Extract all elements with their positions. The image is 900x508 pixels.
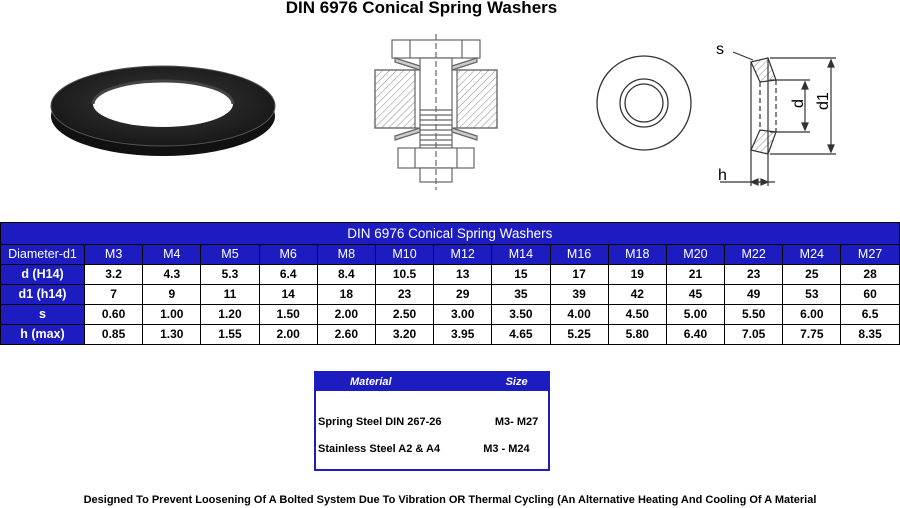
table-cell: 1.20	[201, 305, 259, 325]
washer-top-view	[597, 56, 691, 150]
material-header: Material	[315, 372, 481, 391]
table-cell: 2.50	[375, 305, 433, 325]
material-row	[315, 391, 549, 439]
table-cell: 23	[375, 285, 433, 305]
washer-photo	[51, 66, 275, 156]
size-header: M22	[725, 245, 783, 265]
table-row	[1, 305, 900, 325]
table-cell: 45	[666, 285, 724, 305]
specification-table	[0, 222, 900, 345]
row-label: h (max)	[1, 325, 85, 345]
table-cell: 4.3	[143, 265, 201, 285]
material-table	[314, 371, 550, 471]
table-caption-row	[1, 223, 900, 245]
table-cell: 25	[783, 265, 841, 285]
table-cell: 3.20	[375, 325, 433, 345]
material-row	[315, 439, 549, 470]
table-cell: 23	[725, 265, 783, 285]
table-cell: 18	[317, 285, 375, 305]
table-row	[1, 265, 900, 285]
table-cell: 4.50	[608, 305, 666, 325]
table-cell: 6.00	[783, 305, 841, 325]
row-label: s	[1, 305, 85, 325]
table-cell: 7	[85, 285, 143, 305]
table-cell: 19	[608, 265, 666, 285]
table-cell: 2.00	[317, 305, 375, 325]
table-cell: 7.75	[783, 325, 841, 345]
size-header: M10	[375, 245, 433, 265]
table-cell: 8.35	[841, 325, 899, 345]
size-header: M6	[259, 245, 317, 265]
table-cell: 5.25	[550, 325, 608, 345]
table-caption: DIN 6976 Conical Spring Washers	[1, 223, 900, 245]
illustrations	[0, 0, 900, 200]
table-cell: 3.00	[434, 305, 492, 325]
table-cell: 60	[841, 285, 899, 305]
table-cell: 4.00	[550, 305, 608, 325]
size-header: M5	[201, 245, 259, 265]
table-cell: 9	[143, 285, 201, 305]
size-header: M8	[317, 245, 375, 265]
table-cell: 0.85	[85, 325, 143, 345]
size-header: M12	[434, 245, 492, 265]
table-cell: 29	[434, 285, 492, 305]
table-cell: 1.30	[143, 325, 201, 345]
table-cell: 2.00	[259, 325, 317, 345]
material-name: Stainless Steel A2 & A4	[318, 443, 441, 455]
table-cell: 21	[666, 265, 724, 285]
dimension-label-d: d	[790, 99, 807, 108]
row-label: d1 (h14)	[1, 285, 85, 305]
material-header-row	[315, 372, 549, 391]
table-cell: 6.5	[841, 305, 899, 325]
table-cell: 13	[434, 265, 492, 285]
table-cell: 7.05	[725, 325, 783, 345]
table-row	[1, 325, 900, 345]
header-label: Diameter-d1	[1, 245, 85, 265]
material-name: Spring Steel DIN 267-26	[318, 416, 442, 428]
table-cell: 2.60	[317, 325, 375, 345]
table-cell: 28	[841, 265, 899, 285]
table-cell: 6.4	[259, 265, 317, 285]
size-header: M27	[841, 245, 899, 265]
spec-rows	[1, 265, 900, 345]
table-cell: 15	[492, 265, 550, 285]
material-size: M3 - M24	[483, 443, 530, 455]
table-cell: 5.50	[725, 305, 783, 325]
dimension-label-d1: d1	[815, 92, 832, 110]
size-header: M20	[666, 245, 724, 265]
size-header: M24	[783, 245, 841, 265]
size-header: M16	[550, 245, 608, 265]
washer-section-view	[720, 52, 836, 186]
dimension-label-s: s	[716, 41, 724, 58]
table-cell: 5.80	[608, 325, 666, 345]
bolted-joint-diagram	[375, 34, 497, 190]
table-cell: 0.60	[85, 305, 143, 325]
table-row	[1, 285, 900, 305]
table-cell: 39	[550, 285, 608, 305]
table-cell: 4.65	[492, 325, 550, 345]
table-cell: 5.00	[666, 305, 724, 325]
table-cell: 35	[492, 285, 550, 305]
table-cell: 5.3	[201, 265, 259, 285]
table-cell: 3.95	[434, 325, 492, 345]
table-cell: 8.4	[317, 265, 375, 285]
size-header: M14	[492, 245, 550, 265]
table-cell: 53	[783, 285, 841, 305]
table-cell: 6.40	[666, 325, 724, 345]
table-cell: 42	[608, 285, 666, 305]
table-cell: 1.55	[201, 325, 259, 345]
table-cell: 49	[725, 285, 783, 305]
size-header: M3	[85, 245, 143, 265]
dimension-label-h: h	[718, 167, 727, 184]
table-cell: 3.2	[85, 265, 143, 285]
size-header: Size	[481, 372, 549, 391]
table-cell: 1.00	[143, 305, 201, 325]
table-cell: 17	[550, 265, 608, 285]
material-size: M3- M27	[494, 416, 539, 428]
table-cell: 14	[259, 285, 317, 305]
size-header: M4	[143, 245, 201, 265]
size-header-row	[1, 245, 900, 265]
size-header: M18	[608, 245, 666, 265]
table-cell: 3.50	[492, 305, 550, 325]
footer-note: Designed To Prevent Loosening Of A Bolted System Due To Vibration OR Thermal Cycling (An Alternative Heating And Cooling Of A Material	[83, 494, 817, 506]
row-label: d (H14)	[1, 265, 85, 285]
table-cell: 11	[201, 285, 259, 305]
table-cell: 10.5	[375, 265, 433, 285]
table-cell: 1.50	[259, 305, 317, 325]
page-title: DIN 6976 Conical Spring Washers	[285, 0, 558, 17]
